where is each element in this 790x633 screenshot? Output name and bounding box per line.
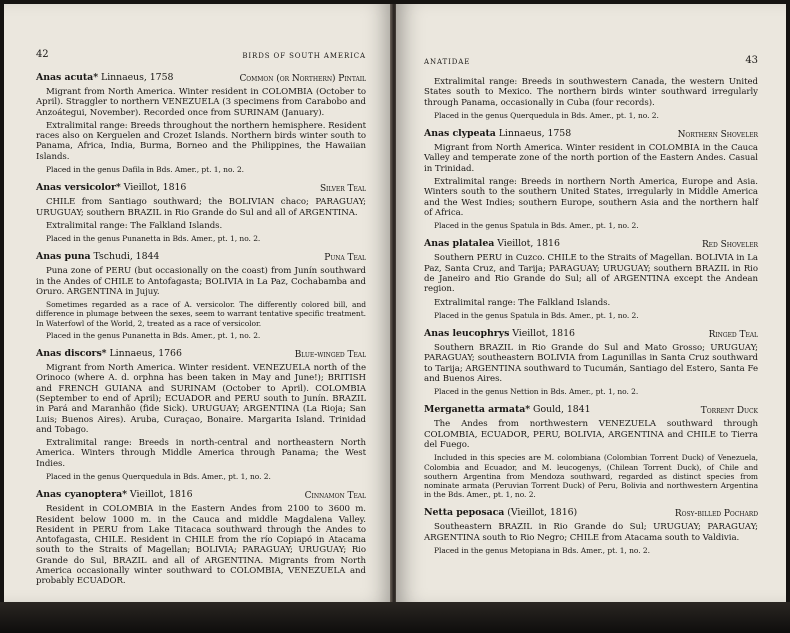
right-page-content [424, 4, 758, 564]
common-name: Red Shoveler [701, 240, 758, 251]
species-entry [36, 349, 366, 481]
species-entry [424, 329, 758, 396]
scientific-name: Anas acuta* [36, 72, 99, 83]
genus-note: Placed in the genus Nettion in Bds. Amer., pt. 1, no. 2. [434, 387, 639, 397]
range-text: CHILE from Santiago southward; the BOLIVIAN chaco; PARAGUAY; URUGUAY; southern BRAZIL in Rio Grande do Sul and all of ARGENTINA. [36, 197, 366, 218]
common-name: Torrent Duck [700, 406, 758, 417]
species-entry [424, 129, 758, 230]
genus-note: Placed in the genus Spatula in Bds. Amer., pt. 1, no. 2. [434, 221, 639, 231]
common-name: Northern Shoveler [677, 130, 758, 141]
author: Vieillot, 1816 [497, 238, 560, 250]
species-entry [36, 183, 366, 243]
entry-heading [36, 252, 366, 264]
taxonomy-note: Included in this species are M. colombiana (Colombian Torrent Duck) of Venezuela, Colombia and Ecuador, and M. leucogenys, (Chilean Torrent Duck), of Chile and southern Argentina from Mendoza southward, regarded as distinct species from nominate armata (Peruvian Torrent Duck) of Peru, Bolivia and northwestern Argentina in the Bds. Amer., pt. 1, no. 2. [424, 453, 758, 500]
range-text: The Andes from northwestern VENEZUELA southward through COLOMBIA, ECUADOR, PERU, BOLIVIA, ARGENTINA and CHILE to Tierra del Fuego. [424, 419, 758, 451]
scientific-name: Anas puna [36, 251, 91, 263]
continued-entry [424, 77, 758, 120]
range-text: Migrant from North America. Winter resident in COLOMBIA in the Cauca Valley and temperate zone of the north portion of the Eastern Andes. Casual in Trinidad. [424, 143, 758, 174]
scientific-name: Merganetta armata* [424, 404, 531, 416]
scientific-name: Anas discors* [36, 348, 107, 360]
species-entry [36, 252, 366, 340]
genus-note: Placed in the genus Punanetta in Bds. Amer., pt. 1, no. 2. [46, 330, 261, 340]
open-book [4, 4, 786, 602]
entry-heading [424, 405, 758, 417]
author: Vieillot, 1816 [123, 182, 187, 194]
extralimital-text: Extralimital range: Breeds in north-central and northeastern North America. Winters through Middle America through Panama; the West Indies. [36, 438, 366, 469]
extralimital-text: Extralimital range: Breeds in northern North America, Europe and Asia. Winters south to the southern United States, irregularly in Middle America and the West Indies; southern Europe, southern Asia and the northern half of Africa. [424, 176, 758, 218]
range-text: Puna zone of PERU (but occasionally on the coast) from Junín southward in the Andes of CHILE to Antofagasta; BOLIVIA in La Paz, Cochabamba and Oruro. ARGENTINA in Jujuy. [36, 266, 366, 297]
range-text: Migrant from North America. Winter resident. VENEZUELA north of the Orinoco (where A. d. orphna has been taken in May and June!); BRITISH and FRENCH GUIANA and SURINAM (October to April). COLOMBIA (September to end of April); ECUADOR and PERU south to Junín. BRAZIL in Pará and Maranhão (fide Sick). URUGUAY; ARGENTINA (La Rioja; San Luis; Buenos Aires). Aruba, Curaçao, Bonaire. Margarita Island. Trinidad and Tobago. [36, 363, 366, 435]
species-entry [424, 508, 758, 555]
entry-heading [36, 490, 366, 502]
left-page-content [36, 4, 366, 596]
left-running-head [36, 50, 366, 63]
genus-note: Placed in the genus Dafila in Bds. Amer., pt. 1, no. 2. [46, 165, 245, 175]
extralimital-text: Extralimital range: Breeds throughout the northern hemisphere. Resident races also on Kerguelen and Crozet Islands. Northern birds winter south to Panama, Africa, India, Burma, Borneo and the Philippines, the Hawaiian Islands. [36, 120, 366, 162]
running-head-title: BIRDS OF SOUTH AMERICA [242, 52, 366, 60]
genus-note: Placed in the genus Metopiana in Bds. Amer., pt. 1, no. 2. [434, 545, 650, 555]
entry-heading [36, 73, 366, 85]
scientific-name: Netta peposaca [424, 507, 505, 519]
extralimital-text: Extralimital range: The Falkland Islands. [434, 297, 611, 308]
extralimital-text: Extralimital range: The Falkland Islands. [46, 220, 223, 231]
range-text: Southern BRAZIL in Rio Grande do Sul and Mato Grosso; URUGUAY; PARAGUAY; southeastern BOLIVIA from Lagunillas in Santa Cruz southward to Tarija; ARGENTINA southward to Tucumán, Santiago del Estero, Santa Fe and Buenos Aires. [424, 343, 758, 384]
range-text: Southeastern BRAZIL in Rio Grande do Sul; URUGUAY; PARAGUAY; ARGENTINA south to Rio Negro; CHILE from Atacama south to Valdivia. [424, 522, 758, 543]
species-entry [36, 490, 366, 586]
left-page [4, 4, 392, 602]
author: Tschudi, 1844 [93, 251, 160, 263]
author: Vieillot, 1816 [129, 489, 193, 501]
entry-heading [424, 129, 758, 141]
scientific-name: Anas platalea [424, 238, 495, 250]
entry-heading [424, 329, 758, 341]
scientific-name: Anas clypeata [424, 128, 496, 140]
common-name: Common (or Northern) Pintail [239, 74, 366, 84]
scan-bottom-edge [0, 602, 790, 633]
entry-heading [36, 349, 366, 361]
scientific-name: Anas leucophrys [424, 328, 510, 340]
author: Linnaeus, 1758 [498, 128, 572, 140]
common-name: Silver Teal [319, 184, 366, 195]
species-entry [36, 73, 366, 174]
right-page [396, 4, 786, 602]
extralimital-text: Extralimital range: Breeds in southwestern Canada, the western United States south to Mexico. The northern birds winter southward irregularly through Panama, occasionally in Cuba (four records). [424, 77, 758, 108]
author: Gould, 1841 [533, 404, 591, 416]
entry-heading [36, 183, 366, 195]
author: Linnaeus, 1766 [109, 348, 182, 360]
common-name: Ringed Teal [708, 330, 758, 341]
range-text: Southern PERU in Cuzco. CHILE to the Straits of Magellan. BOLIVIA in La Paz, Santa Cruz, and Tarija; PARAGUAY; URUGUAY; southern BRAZIL in Rio de Janeiro and Rio Grande do Sul; all of ARGENTINA except the Andean region. [424, 253, 758, 295]
common-name: Rosy-billed Pochard [674, 509, 758, 520]
range-text: Resident in COLOMBIA in the Eastern Andes from 2100 to 3600 m. Resident below 1000 m. in the Cauca and middle Magdalena Valley. Resident in PERU from Lake Titacaca southward through the Andes to Antofagasta, CHILE. Resident in CHILE from the río Copiapó in Atacama south to the Straits of Magellan; BOLIVIA; PARAGUAY; URUGUAY; Rio Grande do Sul, BRAZIL and all of ARGENTINA. Migrants from North America occasionally winter southward to COLOMBIA, VENEZUELA and probably ECUADOR. [36, 504, 366, 587]
taxonomy-note: Sometimes regarded as a race of A. versicolor. The differently colored bill, and difference in plumage between the sexes, seem to warrant tentative specific treatment. In Waterfowl of the World, 2, treated as a race of versicolor. [36, 300, 366, 328]
genus-note: Placed in the genus Punanetta in Bds. Amer., pt. 1, no. 2. [46, 234, 261, 244]
common-name: Blue-winged Teal [294, 350, 366, 361]
scientific-name: Anas cyanoptera* [36, 489, 127, 501]
genus-note: Placed in the genus Spatula in Bds. Amer., pt. 1, no. 2. [434, 310, 639, 320]
right-running-head [424, 56, 758, 69]
genus-note: Placed in the genus Querquedula in Bds. Amer., pt. 1, no. 2. [46, 472, 271, 482]
page-number: 42 [36, 49, 49, 60]
species-entry [424, 239, 758, 320]
page-number: 43 [745, 55, 758, 66]
entry-heading [424, 508, 758, 520]
running-head-title: ANATIDAE [424, 58, 471, 66]
common-name: Puna Teal [324, 253, 366, 264]
genus-note: Placed in the genus Querquedula in Bds. Amer., pt. 1, no. 2. [434, 110, 659, 120]
author: Vieillot, 1816 [512, 328, 575, 340]
entry-heading [424, 239, 758, 251]
range-text: Migrant from North America. Winter resident in COLOMBIA (October to April). Straggler to northern VENEZUELA (3 specimens from Carabobo and Anzoátegui, November). Recorded once from SURINAM (January). [36, 87, 366, 118]
author: (Vieillot, 1816) [507, 507, 578, 519]
author: Linnaeus, 1758 [101, 72, 174, 83]
common-name: Cinnamon Teal [304, 491, 366, 502]
scientific-name: Anas versicolor* [36, 182, 121, 194]
species-entry [424, 405, 758, 499]
